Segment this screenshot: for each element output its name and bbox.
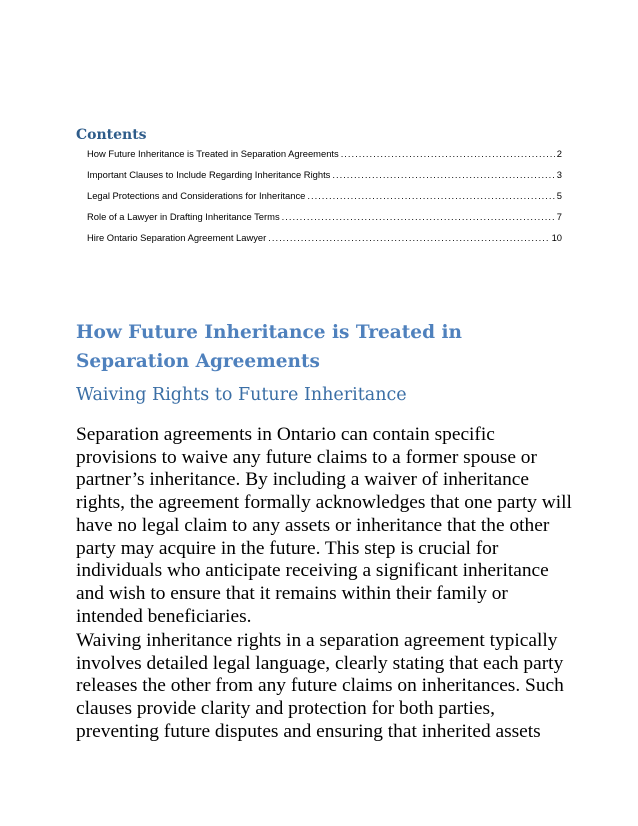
toc-entry-important-clauses[interactable] — [87, 169, 562, 190]
toc-entry-future-inheritance[interactable] — [87, 148, 562, 169]
toc-entry-legal-protections[interactable] — [87, 190, 562, 211]
toc-entry-label: Hire Ontario Separation Agreement Lawyer — [87, 232, 267, 243]
toc-entry-label: Important Clauses to Include Regarding Inheritance Rights — [87, 169, 331, 180]
toc-dot-leader — [307, 190, 554, 201]
toc-dot-leader — [332, 169, 554, 180]
toc-entry-label: Role of a Lawyer in Drafting Inheritance Terms — [87, 211, 280, 222]
body-paragraph: Waiving inheritance rights in a separation agreement typically involves detailed legal language, clearly stating that each party releases the other from any future claims on inheritances. Such clauses provide clarity and protection for both parties, preventing future disputes and ensuring that inherited assets — [76, 630, 564, 742]
toc-entry-label: Legal Protections and Considerations for Inheritance — [87, 190, 306, 201]
toc-page-number: 3 — [556, 169, 562, 180]
section-subheading: Waiving Rights to Future Inheritance — [76, 385, 407, 405]
toc-entry-hire-lawyer[interactable] — [87, 232, 562, 253]
toc-dot-leader — [341, 148, 555, 159]
section-heading: How Future Inheritance is Treated in Separation Agreements — [76, 322, 462, 372]
toc-page-number: 7 — [556, 211, 562, 222]
table-of-contents — [87, 148, 562, 253]
toc-title: Contents — [76, 127, 147, 143]
toc-page-number: 5 — [556, 190, 562, 201]
toc-dot-leader — [268, 232, 549, 243]
toc-entry-role-of-lawyer[interactable] — [87, 211, 562, 232]
toc-entry-label: How Future Inheritance is Treated in Separation Agreements — [87, 148, 339, 159]
body-paragraph: Separation agreements in Ontario can contain specific provisions to waive any future claims to a former spouse or partner’s inheritance. By including a waiver of inheritance rights, the agreement formally acknowledges that one party will have no legal claim to any assets or inheritance that the other party may acquire in the future. This step is crucial for individuals who anticipate receiving a significant inheritance and wish to ensure that it remains within their family or intended beneficiaries. — [76, 424, 572, 627]
toc-page-number: 2 — [556, 148, 562, 159]
toc-dot-leader — [282, 211, 555, 222]
toc-page-number: 10 — [551, 232, 562, 243]
